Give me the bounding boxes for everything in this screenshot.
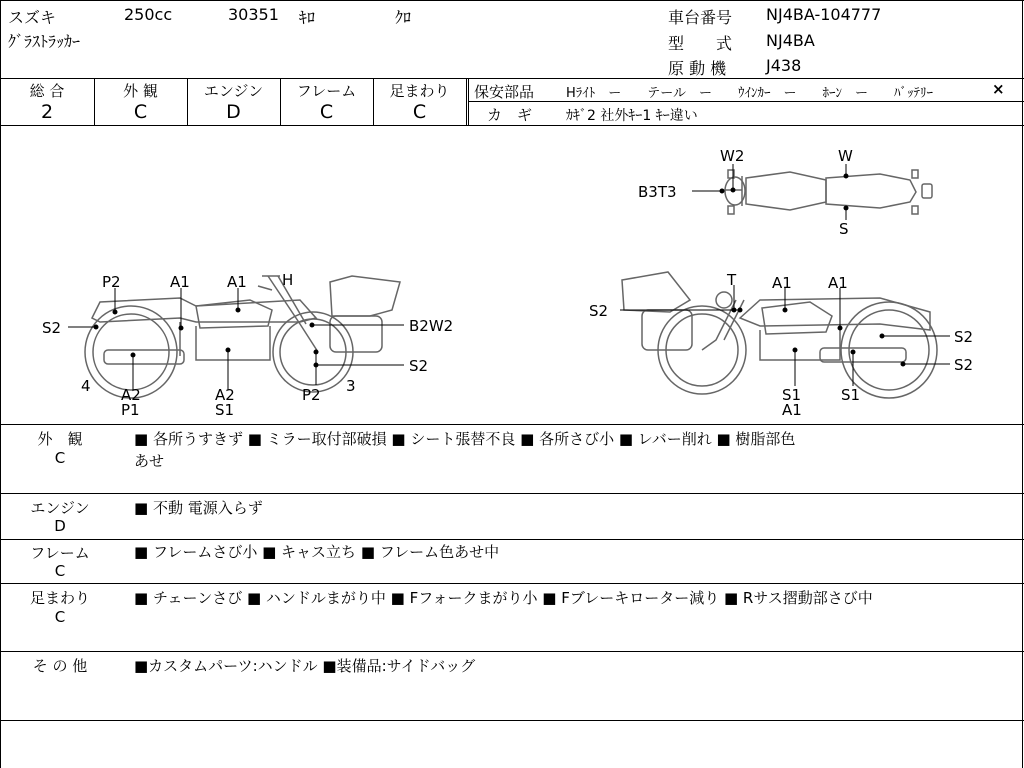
frame-top [0,0,1024,1]
label-s: S [839,220,849,238]
divider-diagram [0,424,1024,425]
mileage-unit: ｷﾛ [299,8,316,27]
diagram-labels [42,147,973,419]
grade-suspension-label: 足まわり [389,82,450,100]
label-s1: S1 [215,401,235,419]
damage-diagram [0,126,1024,424]
frame-no-label: 車台番号 [668,8,733,27]
model-type-label: 型 式 [668,34,733,53]
divider-sec2 [0,539,1024,540]
diagram-leader-lines [68,164,950,390]
label-a1: A1 [170,273,190,291]
divider-sec4 [0,651,1024,652]
grade-exterior-value: C [133,101,148,123]
grade-engine-label: エンジン [203,82,264,100]
grade-suspension-value: C [412,101,427,123]
grade-overall-label: 総 合 [29,82,65,100]
frame-no: NJ4BA-104777 [766,5,882,24]
motorcycle-top-view [720,170,932,214]
label-a1: A1 [782,401,802,419]
label-a1: A1 [772,274,792,292]
section-exterior-text-cont: あせ [134,452,165,470]
engine: J438 [766,56,802,75]
label-p1: P1 [121,401,140,419]
section-other-title: そ の 他 [32,657,88,675]
divider-header [0,78,1024,79]
section-frame-title: フレーム [30,544,90,562]
label-s1: S1 [782,386,802,404]
section-engine-grade: D [54,517,66,535]
safety-items: Hﾗｲﾄ ー テール ー ｳｲﾝｶｰ ー ﾎｰﾝ ー ﾊﾞｯﾃﾘｰ [566,86,934,101]
grade-sep-6 [468,78,469,125]
section-suspension-text: ■ チェーンさび ■ ハンドルまがり中 ■ Fフォークまがり小 ■ Fブレーキローター減り ■ Rサス摺動部さび中 [134,589,873,607]
label-b3t3: B3T3 [638,183,677,201]
label-s2: S2 [954,356,974,374]
section-engine-text: ■ 不動 電源入らず [134,499,263,517]
mileage: 30351 [228,5,279,24]
section-frame-text: ■ フレームさび小 ■ キャス立ち ■ フレーム色あせ中 [134,543,500,561]
grade-engine-value: D [226,101,241,123]
safety-label: 保安部品 [474,83,535,101]
section-exterior-grade: C [54,449,66,467]
divider-sec5 [0,720,1024,721]
model-type: NJ4BA [766,31,815,50]
displacement: 250cc [124,5,173,24]
grade-exterior-label: 外 観 [123,82,158,100]
divider-safety [468,101,1024,102]
label-s2: S2 [589,302,609,320]
label-s2: S2 [42,319,62,337]
label-p2: P2 [302,386,321,404]
grade-frame-label: フレーム [296,82,357,100]
color: ｸﾛ [395,8,412,27]
label-3: 3 [346,377,356,395]
label-a2: A2 [121,386,141,404]
section-exterior-text: ■ 各所うすきず ■ ミラー取付部破損 ■ シート張替不良 ■ 各所さび小 ■ レバー削れ ■ 樹脂部色 [134,430,796,448]
label-w2: W2 [720,147,745,165]
battery-mark: × [992,80,1005,98]
label-a1: A1 [227,273,247,291]
label-t: T [727,271,737,289]
divider-sec3 [0,583,1024,584]
label-a2: A2 [215,386,235,404]
label-a1: A1 [828,274,848,292]
label-4: 4 [81,377,91,395]
section-suspension-grade: C [54,608,66,626]
maker: スズキ [8,8,57,27]
label-p2: P2 [102,273,121,291]
label-h: H [282,271,294,289]
key-info: ｶｷﾞ2 社外ｷｰ1 ｷｰ違い [566,108,698,124]
label-w: W [838,147,853,165]
grade-sep-5 [466,78,467,125]
label-b2w2: B2W2 [409,317,454,335]
section-engine-title: エンジン [30,499,90,517]
label-s2: S2 [409,357,429,375]
section-exterior-title: 外 観 [37,430,83,448]
grade-frame-value: C [319,101,334,123]
label-s1: S1 [841,386,861,404]
key-label: カ ギ [487,106,533,124]
section-other-text: ■カスタムパーツ:ハンドル ■装備品:サイドバッグ [134,657,476,675]
section-frame-grade: C [54,562,66,580]
model-name: ｸﾞﾗｽﾄﾗｯｶｰ [8,32,81,51]
divider-sec1 [0,493,1024,494]
section-suspension-title: 足まわり [29,589,90,607]
label-s2: S2 [954,328,974,346]
engine-label: 原 動 機 [668,59,727,78]
grade-overall-value: 2 [40,101,54,123]
